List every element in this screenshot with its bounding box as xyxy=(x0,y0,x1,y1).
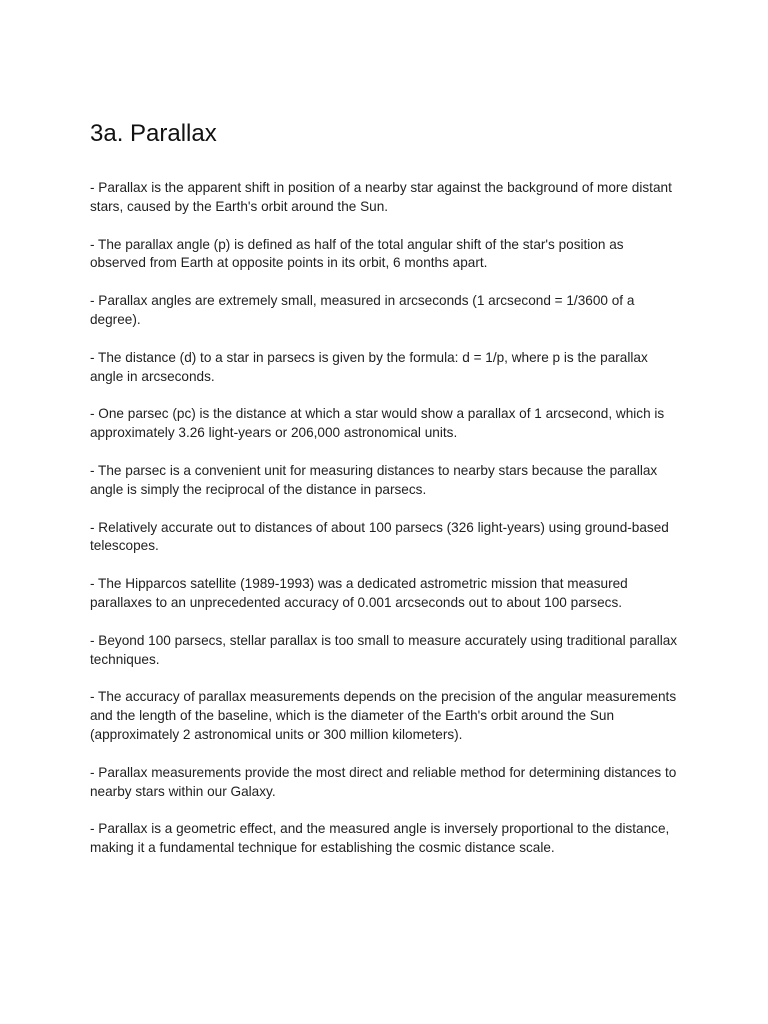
paragraph: - One parsec (pc) is the distance at which a star would show a parallax of 1 arcsecond, which is approximately 3.26 light-years or 206,000 astronomical units. xyxy=(90,406,665,441)
paragraph: - Parallax measurements provide the most direct and reliable method for determining distances to nearby stars within our Galaxy. xyxy=(90,764,677,799)
document-title: 3a. Parallax xyxy=(90,120,217,147)
paragraph: - Parallax angles are extremely small, measured in arcseconds (1 arcsecond = 1/3600 of a degree). xyxy=(90,293,635,327)
paragraph: - Beyond 100 parsecs, stellar parallax is too small to measure accurately using traditional parallax techniques. xyxy=(90,632,678,667)
paragraph: - The accuracy of parallax measurements depends on the precision of the angular measurements and the length of the baseline, which is the diameter of the Earth's orbit around the Sun (approximately 2 astronomical units or 300 million kilometers). xyxy=(90,689,677,742)
paragraph: - Relatively accurate out to distances of about 100 parsecs (326 light-years) using ground-based telescopes. xyxy=(90,519,669,554)
paragraph: - The Hipparcos satellite (1989-1993) was a dedicated astrometric mission that measured parallaxes to an unprecedented accuracy of 0.001 arcseconds out to about 100 parsecs. xyxy=(90,576,628,610)
document-body xyxy=(90,118,682,877)
paragraph: - The parallax angle (p) is defined as half of the total angular shift of the star's position as observed from Earth at opposite points in its orbit, 6 months apart. xyxy=(90,236,624,271)
paragraph: - The distance (d) to a star in parsecs is given by the formula: d = 1/p, where p is the parallax angle in arcseconds. xyxy=(90,349,648,384)
paragraph-list xyxy=(90,179,682,858)
paragraph: - Parallax is the apparent shift in position of a nearby star against the background of more distant stars, caused by the Earth's orbit around the Sun. xyxy=(90,180,672,214)
paragraph: - Parallax is a geometric effect, and the measured angle is inversely proportional to the distance, making it a fundamental technique for establishing the cosmic distance scale. xyxy=(90,821,670,856)
paragraph: - The parsec is a convenient unit for measuring distances to nearby stars because the parallax angle is simply the reciprocal of the distance in parsecs. xyxy=(90,462,658,497)
